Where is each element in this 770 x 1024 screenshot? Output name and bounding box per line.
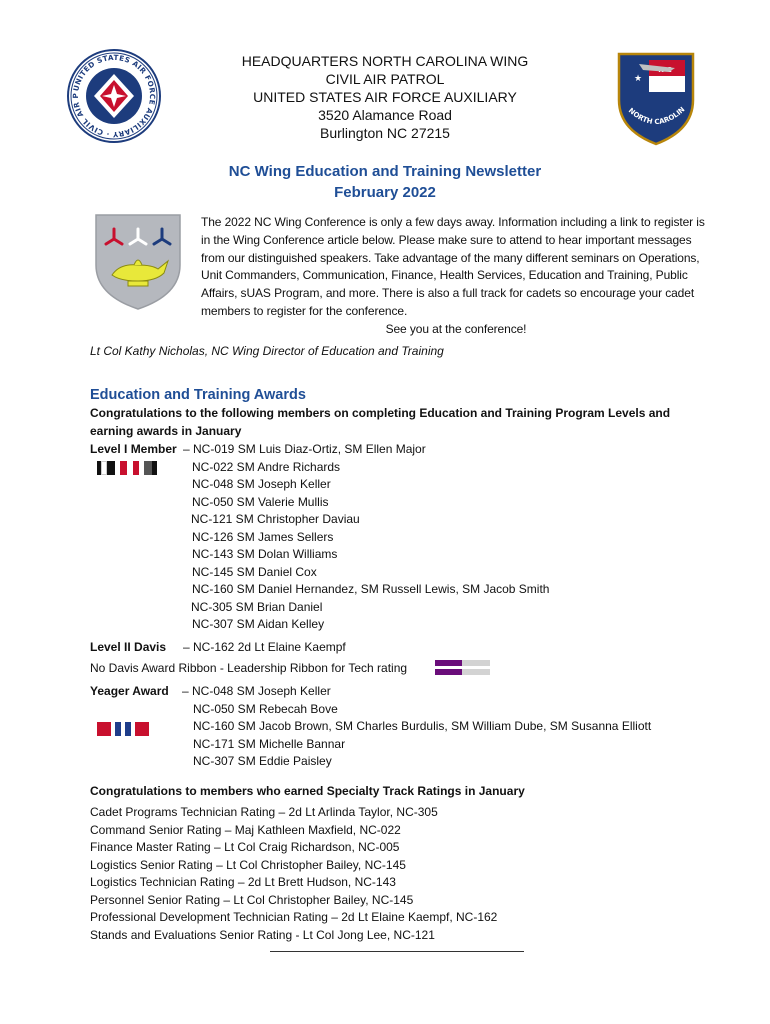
- intro-closing: See you at the conference!: [385, 321, 527, 336]
- list-item: Logistics Technician Rating – 2d Lt Brett Hudson, NC-143: [90, 875, 396, 889]
- letterhead-line: CIVIL AIR PATROL: [325, 71, 445, 87]
- list-item: NC-307 SM Eddie Paisley: [193, 754, 332, 768]
- cap-seal-logo: [66, 48, 162, 144]
- list-item: NC-048 SM Joseph Keller: [192, 477, 331, 491]
- list-item: NC-160 SM Jacob Brown, SM Charles Burdulis, SM William Dube, SM Susanna Elliott: [193, 719, 652, 733]
- membership-ribbon: [97, 461, 157, 475]
- svg-text:UNITED STATES AIR FORCE AUXILI: UNITED STATES AIR FORCE AUXILIARY · CIVIL AIR P: [70, 52, 158, 140]
- level2-entry: – NC-162 2d Lt Elaine Kaempf: [183, 640, 346, 654]
- svg-text:★: ★: [633, 74, 643, 84]
- nc-wing-patch-logo: [609, 48, 703, 148]
- list-item: Finance Master Rating – Lt Col Craig Richardson, NC-005: [90, 840, 400, 854]
- leadership-ribbon: [435, 660, 490, 675]
- list-item: NC-305 SM Brian Daniel: [191, 599, 323, 614]
- davis-note: No Davis Award Ribbon - Leadership Ribbon for Tech rating: [90, 661, 408, 675]
- specialty-heading: Congratulations to members who earned Specialty Track Ratings in January: [90, 784, 525, 798]
- awards-heading: Education and Training Awards: [90, 387, 306, 403]
- list-item: NC-171 SM Michelle Bannar: [193, 736, 346, 751]
- list-item: NC-126 SM James Sellers: [192, 529, 334, 544]
- newsletter-date: February 2022: [334, 184, 436, 201]
- list-item: Professional Development Technician Rating – 2d Lt Elaine Kaempf, NC-162: [90, 910, 498, 924]
- letterhead: [180, 52, 590, 142]
- list-item: – NC-048 SM Joseph Keller: [182, 684, 331, 698]
- list-item: NC-160 SM Daniel Hernandez, SM Russell Lewis, SM Jacob Smith: [192, 582, 550, 596]
- intro-paragraph: [201, 214, 711, 339]
- list-item: NC-050 SM Valerie Mullis: [192, 494, 329, 509]
- list-item: NC-145 SM Daniel Cox: [192, 564, 317, 579]
- list-item: Personnel Senior Rating – Lt Col Christopher Bailey, NC-145: [90, 892, 414, 907]
- list-item: NC-050 SM Rebecah Bove: [193, 701, 338, 716]
- yeager-label: Yeager Award: [90, 684, 169, 698]
- newsletter-title-block: [150, 161, 620, 203]
- list-item: – NC-019 SM Luis Diaz-Ortiz, SM Ellen Major: [183, 442, 426, 456]
- list-item: Stands and Evaluations Senior Rating - Lt Col Jong Lee, NC-121: [90, 927, 435, 942]
- list-item: Cadet Programs Technician Rating – 2d Lt Arlinda Taylor, NC-305: [90, 805, 438, 819]
- yeager-ribbon: [97, 722, 149, 736]
- signature-line: Lt Col Kathy Nicholas, NC Wing Director of Education and Training: [90, 344, 444, 358]
- svg-text:NORTH CAROLINA WING: NORTH CAROLIN: [626, 105, 687, 127]
- awards-congrats: Congratulations to the following members on completing Education and Training Program Levels and earning awards in January: [90, 406, 671, 438]
- list-item: NC-307 SM Aidan Kelley: [192, 617, 325, 631]
- level1-list: [183, 441, 550, 634]
- list-item: Command Senior Rating – Maj Kathleen Maxfield, NC-022: [90, 822, 401, 837]
- yeager-list: [182, 683, 651, 771]
- level2-label: Level II Davis: [90, 640, 167, 654]
- letterhead-line: UNITED STATES AIR FORCE AUXILIARY: [253, 89, 517, 105]
- section-divider: [270, 951, 524, 952]
- letterhead-line: HEADQUARTERS NORTH CAROLINA WING: [241, 53, 529, 69]
- newsletter-title: NC Wing Education and Training Newsletter: [228, 163, 542, 180]
- list-item: NC-143 SM Dolan Williams: [192, 547, 338, 561]
- specialty-list: [90, 804, 497, 944]
- letterhead-line: Burlington NC 27215: [320, 125, 450, 141]
- list-item: Logistics Senior Rating – Lt Col Christopher Bailey, NC-145: [90, 857, 406, 872]
- intro-text: The 2022 NC Wing Conference is only a few days away. Information including a link to register is in the Wing Conference article below. Please make sure to attend to hear important messages from our distinguished speakers. Take advantage of the many different seminars on Operations, Unit Commanders, Communication, Finance, Health Services, Education and Training, Public Affairs, sUAS Program, and more. There is also a full track for cadets so encourage your cadet members to register for the conference.: [201, 215, 705, 318]
- level1-label: Level I Member: [90, 442, 177, 456]
- education-training-emblem: [90, 209, 186, 311]
- letterhead-line: 3520 Alamance Road: [318, 107, 452, 123]
- list-item: NC-022 SM Andre Richards: [192, 459, 341, 474]
- list-item: NC-121 SM Christopher Daviau: [191, 512, 360, 526]
